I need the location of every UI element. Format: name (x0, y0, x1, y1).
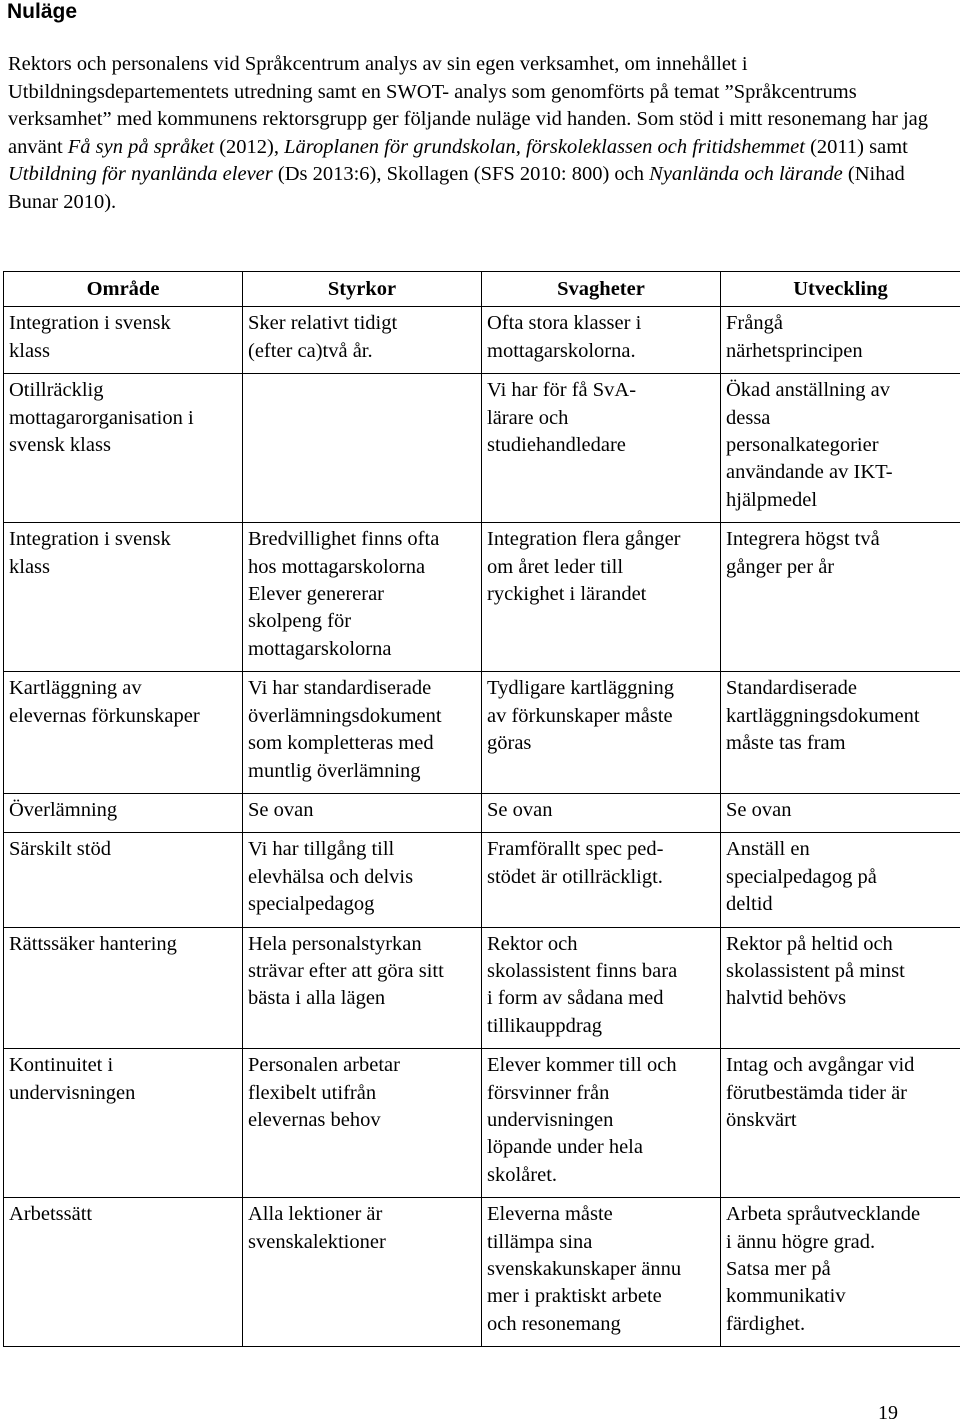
table-row (4, 833, 960, 927)
cell-line: personalkategorier (726, 434, 879, 457)
page-heading: Nuläge (7, 0, 78, 23)
cell-svagheter (482, 307, 721, 374)
cell-line: mottagarskolorna. (487, 339, 636, 362)
cell-line: specialpedagog på (726, 865, 877, 888)
cell-line: Elever kommer till och (487, 1054, 677, 1077)
cell-styrkor (243, 793, 482, 832)
cell-line: användande av IKT- (726, 461, 893, 484)
cell-line: kommunikativ (726, 1285, 846, 1308)
table-header-row (4, 272, 960, 307)
cell-utveckling (721, 793, 960, 832)
cell-omrade (4, 927, 243, 1049)
cell-line: bästa i alla lägen (248, 987, 386, 1010)
cell-line: i form av sådana med (487, 987, 664, 1010)
cell-line: Ofta stora klasser i (487, 312, 642, 335)
cell-line: göras (487, 732, 532, 755)
intro-title-laroplanen: Läroplanen för grundskolan, förskoleklassen och fritidshemmet (284, 135, 805, 158)
cell-line: mer i praktiskt arbete (487, 1285, 662, 1308)
cell-line: och resonemang (487, 1312, 621, 1335)
cell-line: färdighet. (726, 1312, 806, 1335)
cell-line: måste tas fram (726, 732, 846, 755)
cell-line: förutbestämda tider är (726, 1081, 908, 1104)
cell-utveckling (721, 833, 960, 927)
cell-line: Vi har för få SvA- (487, 379, 637, 402)
intro-title-fa-syn-pa-spraket: Få syn på språket (67, 135, 215, 158)
table-body (4, 307, 960, 1347)
cell-line: Intag och avgångar vid (726, 1054, 915, 1077)
cell-line: Frångå (726, 312, 783, 335)
table-row (4, 793, 960, 832)
cell-line: svenskakunskaper ännu (487, 1258, 682, 1280)
cell-utveckling (721, 1198, 960, 1347)
cell-line: undervisningen (9, 1081, 136, 1104)
cell-line: Elever genererar (248, 583, 384, 606)
table-row (4, 374, 960, 523)
cell-styrkor (243, 1198, 482, 1347)
cell-line: Eleverna måste (487, 1203, 613, 1226)
cell-line: tillämpa sina (487, 1230, 593, 1253)
cell-line: Rektor och (487, 932, 578, 955)
cell-utveckling (721, 1049, 960, 1198)
cell-line: skolassistent på minst (726, 959, 905, 982)
cell-styrkor (243, 374, 482, 523)
table-row (4, 1049, 960, 1198)
header-omrade: Område (4, 272, 243, 307)
cell-line: i ännu högre grad. (726, 1230, 876, 1253)
cell-svagheter (482, 1198, 721, 1347)
cell-svagheter (482, 793, 721, 832)
cell-line: av förkunskaper måste (487, 704, 673, 727)
cell-svagheter (482, 1049, 721, 1198)
cell-line: Integration i svensk (9, 528, 171, 551)
cell-svagheter (482, 833, 721, 927)
cell-line: Anställ en (726, 838, 810, 861)
cell-utveckling (721, 523, 960, 672)
cell-line: svensk klass (9, 434, 111, 457)
cell-line: klass (9, 339, 50, 362)
cell-line: elevhälsa och delvis (248, 865, 414, 888)
cell-line: svenskalektioner (248, 1230, 386, 1253)
intro-text-2: (2012), (214, 135, 285, 158)
cell-line: Se ovan (726, 798, 792, 821)
cell-line: skolåret. (487, 1163, 558, 1186)
table-row (4, 1198, 960, 1347)
cell-line: försvinner från (487, 1081, 610, 1104)
analysis-table (3, 271, 960, 1347)
cell-line: om året leder till (487, 555, 624, 578)
cell-line: strävar efter att göra sitt (248, 959, 444, 982)
cell-line: överlämningsdokument (248, 704, 442, 727)
cell-line: halvtid behövs (726, 987, 847, 1010)
cell-line: som kompletteras med (248, 732, 434, 755)
cell-line: Personalen arbetar (248, 1054, 400, 1077)
cell-line: gånger per år (726, 555, 835, 578)
cell-line: Kartläggning av (9, 677, 142, 700)
cell-line: Integrera högst två (726, 528, 880, 551)
cell-line: Standardiserade (726, 677, 857, 700)
table-row (4, 307, 960, 374)
cell-omrade (4, 1049, 243, 1198)
cell-line: skolpeng för (248, 610, 352, 633)
cell-styrkor (243, 672, 482, 794)
cell-line: löpande under hela (487, 1136, 643, 1159)
cell-line: ryckighet i lärandet (487, 583, 647, 606)
cell-styrkor (243, 927, 482, 1049)
header-utveckling: Utveckling (721, 272, 960, 307)
intro-title-nyanlanda-larande: Nyanlända och lärande (649, 163, 843, 186)
cell-line: Integration i svensk (9, 312, 171, 335)
cell-line: Otillräcklig (9, 379, 104, 402)
cell-line: lärare och (487, 406, 569, 429)
intro-paragraph (8, 51, 953, 217)
cell-omrade (4, 672, 243, 794)
cell-line: (efter ca)två år. (248, 339, 373, 362)
table-row (4, 672, 960, 794)
intro-text-5: (Nihad Bunar 2010). (8, 163, 905, 213)
cell-line: Bredvillighet finns ofta (248, 528, 440, 551)
cell-omrade (4, 793, 243, 832)
cell-utveckling (721, 374, 960, 523)
cell-line: Satsa mer på (726, 1258, 831, 1280)
cell-omrade (4, 523, 243, 672)
cell-line: tillikauppdrag (487, 1014, 603, 1037)
cell-line: Arbetssätt (9, 1203, 93, 1226)
cell-styrkor (243, 833, 482, 927)
cell-line: Vi har standardiserade (248, 677, 432, 700)
cell-line: kartläggningsdokument (726, 704, 920, 727)
cell-line: Kontinuitet i (9, 1054, 114, 1077)
cell-line: önskvärt (726, 1108, 797, 1131)
page-number: 19 (878, 1402, 898, 1424)
cell-line: mottagarskolorna (248, 637, 392, 660)
cell-line: Tydligare kartläggning (487, 677, 674, 700)
cell-line: specialpedagog (248, 893, 375, 916)
cell-line: elevernas behov (248, 1108, 381, 1131)
cell-utveckling (721, 672, 960, 794)
cell-line: mottagarorganisation i (9, 406, 194, 429)
cell-svagheter (482, 523, 721, 672)
cell-line: Arbeta språutvecklande (726, 1203, 921, 1226)
cell-line: Överlämning (9, 798, 118, 821)
cell-line: Särskilt stöd (9, 838, 111, 861)
cell-line: Framförallt spec ped- (487, 838, 664, 861)
cell-line: Sker relativt tidigt (248, 312, 398, 335)
header-svagheter: Svagheter (482, 272, 721, 307)
cell-styrkor (243, 523, 482, 672)
cell-line: flexibelt utifrån (248, 1081, 377, 1104)
cell-styrkor (243, 1049, 482, 1198)
cell-line: Hela personalstyrkan (248, 932, 422, 955)
intro-text-1: Rektors och personalens vid Språkcentrum analys av sin egen verksamhet, om innehållet i Utbildningsdepartementets utredning samt en SWOT- analys som genomförts på temat ”Språkcentrums verksamhet” med kommunens rektorsgrupp ger följande nuläge vid handen. Som stöd i mitt resonemang har jag använt (8, 53, 928, 158)
cell-line: klass (9, 555, 50, 578)
cell-line: Integration flera gånger (487, 528, 681, 551)
table-row (4, 523, 960, 672)
cell-line: elevernas förkunskaper (9, 704, 200, 727)
cell-line: Ökad anställning av (726, 379, 890, 402)
cell-line: Rektor på heltid och (726, 932, 893, 955)
cell-omrade (4, 374, 243, 523)
cell-line: undervisningen (487, 1108, 614, 1131)
cell-line: hjälpmedel (726, 488, 818, 511)
cell-line: muntlig överlämning (248, 759, 421, 782)
cell-utveckling (721, 927, 960, 1049)
cell-line: dessa (726, 406, 771, 429)
cell-omrade (4, 1198, 243, 1347)
cell-line: skolassistent finns bara (487, 959, 678, 982)
cell-styrkor (243, 307, 482, 374)
table-row (4, 927, 960, 1049)
cell-svagheter (482, 672, 721, 794)
cell-line: närhetsprincipen (726, 339, 863, 362)
cell-line: Vi har tillgång till (248, 838, 395, 861)
cell-line: stödet är otillräckligt. (487, 865, 663, 888)
cell-line: Se ovan (487, 798, 553, 821)
intro-title-utbildning-nyanlanda: Utbildning för nyanlända elever (8, 163, 273, 186)
cell-line: deltid (726, 893, 773, 916)
cell-svagheter (482, 374, 721, 523)
cell-line: Rättssäker hantering (9, 932, 177, 955)
intro-text-3: (2011) samt (804, 135, 908, 158)
cell-utveckling (721, 307, 960, 374)
cell-line: Alla lektioner är (248, 1203, 383, 1226)
cell-svagheter (482, 927, 721, 1049)
intro-text-4: (Ds 2013:6), Skollagen (SFS 2010: 800) och (272, 163, 650, 186)
cell-line: studiehandledare (487, 434, 626, 457)
cell-omrade (4, 307, 243, 374)
cell-line: hos mottagarskolorna (248, 555, 426, 578)
cell-omrade (4, 833, 243, 927)
cell-line: Se ovan (248, 798, 314, 821)
header-styrkor: Styrkor (243, 272, 482, 307)
